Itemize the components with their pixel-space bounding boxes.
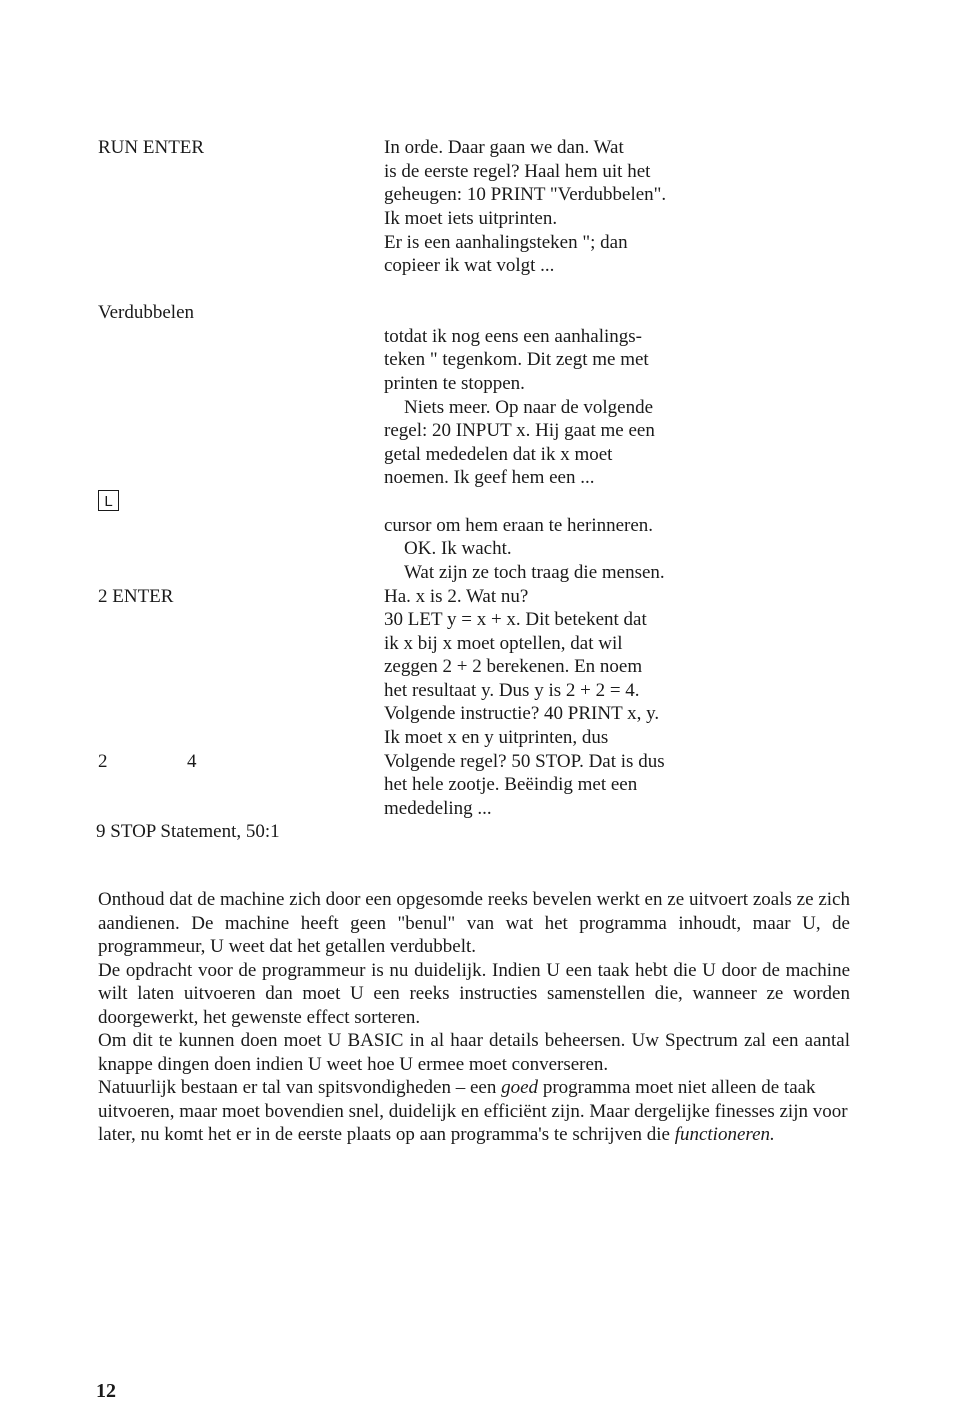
narrative-line: regel: 20 INPUT x. Hij gaat me een xyxy=(384,420,655,441)
body-paragraph: Om dit te kunnen doen moet U BASIC in al haar details beheersen. Uw Spectrum zal een aantal knappe dingen doen indien U weet hoe U ermee moet converseren. xyxy=(98,1030,850,1075)
body-paragraph: Onthoud dat de machine zich door een opgesomde reeks bevelen werkt en ze uitvoert zoals ze zich aandienen. De machine heeft geen "benul" van wat het programma inhoudt, maar U, de programmeur, U weet dat het getallen verdubbelt. xyxy=(98,889,850,957)
narrative-line: totdat ik nog eens een aanhalings- xyxy=(384,326,643,347)
narrative-line: cursor om hem eraan te herinneren. xyxy=(384,515,654,536)
narrative-line: geheugen: 10 PRINT "Verdubbelen". xyxy=(384,184,667,205)
l-cursor-icon: L xyxy=(98,490,119,511)
run-enter-label: RUN ENTER xyxy=(98,137,205,158)
output-x: 2 xyxy=(98,751,108,772)
narrative-line: copieer ik wat volgt ... xyxy=(384,255,555,276)
emphasis-goed: goed xyxy=(501,1077,539,1098)
emphasis-functioneren: functioneren. xyxy=(674,1124,775,1145)
narrative-line: In orde. Daar gaan we dan. Wat xyxy=(384,137,624,158)
narrative-line: zeggen 2 + 2 berekenen. En noem xyxy=(384,656,643,677)
narrative-line: noemen. Ik geef hem een ... xyxy=(384,467,595,488)
narrative-line: teken " tegenkom. Dit zegt me met xyxy=(384,349,649,370)
narrative-line: Ik moet x en y uitprinten, dus xyxy=(384,727,609,748)
narrative-line: Niets meer. Op naar de volgende xyxy=(404,397,654,418)
narrative-line: printen te stoppen. xyxy=(384,373,525,394)
stop-report: 9 STOP Statement, 50:1 xyxy=(96,821,280,842)
narrative-line: Wat zijn ze toch traag die mensen. xyxy=(404,562,665,583)
narrative-line: getal mededelen dat ik x moet xyxy=(384,444,613,465)
verdubbelen-output: Verdubbelen xyxy=(98,302,195,323)
output-y: 4 xyxy=(187,751,197,772)
narrative-line: Er is een aanhalingsteken "; dan xyxy=(384,232,628,253)
narrative-line: Ha. x is 2. Wat nu? xyxy=(384,586,529,607)
body-text-run: Natuurlijk bestaan er tal van spitsvondigheden – een xyxy=(98,1077,502,1098)
narrative-line: is de eerste regel? Haal hem uit het xyxy=(384,161,651,182)
body-paragraph: De opdracht voor de programmeur is nu duidelijk. Indien U een taak hebt die U door de machine wilt laten uitvoeren dan moet U een reeks instructies samenstellen die, wanneer ze worden doorgewerkt, het gewenste effect sorteren. xyxy=(98,959,850,1028)
narrative-line: 30 LET y = x + x. Dit betekent dat xyxy=(384,609,647,630)
narrative-line: OK. Ik wacht. xyxy=(404,538,512,559)
two-enter-label: 2 ENTER xyxy=(98,586,174,607)
body-paragraph xyxy=(98,1076,850,1147)
body-text xyxy=(98,888,850,1147)
page-number: 12 xyxy=(96,1380,116,1402)
narrative-line: het resultaat y. Dus y is 2 + 2 = 4. xyxy=(384,680,640,701)
narrative-line: Volgende regel? 50 STOP. Dat is dus xyxy=(384,751,665,772)
narrative-line: Ik moet iets uitprinten. xyxy=(384,208,558,229)
narrative-line: ik x bij x moet optellen, dat wil xyxy=(384,633,623,654)
narrative-line: Volgende instructie? 40 PRINT x, y. xyxy=(384,703,660,724)
narrative-line: mededeling ... xyxy=(384,798,492,819)
narrative-line: het hele zootje. Beëindig met een xyxy=(384,774,638,795)
body-text-run: programma moet niet alleen de taak uitvoeren, maar moet bovendien snel, duidelijk en efficiënt zijn. Maar dergelijke finesses zijn voor later, nu komt het er in de eerste plaats op aan programma's te schrijven die xyxy=(98,1077,848,1145)
